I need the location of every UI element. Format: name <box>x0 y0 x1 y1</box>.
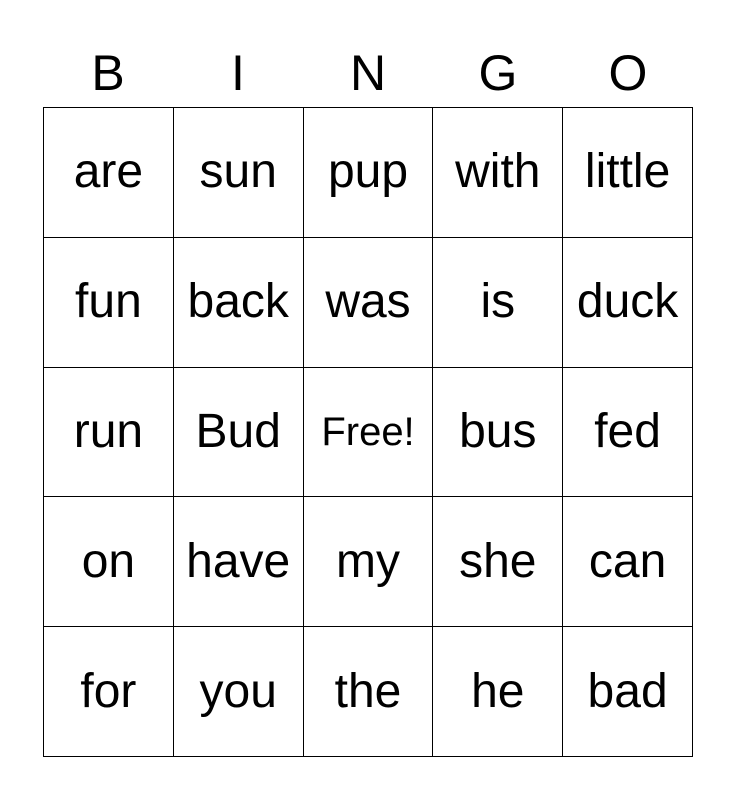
bingo-cell[interactable]: fun <box>44 238 174 368</box>
bingo-cell[interactable]: run <box>44 368 174 498</box>
header-letter-i: I <box>231 45 245 101</box>
bingo-board <box>43 107 693 757</box>
bingo-cell[interactable]: bad <box>563 627 693 757</box>
bingo-cell[interactable]: fed <box>563 368 693 498</box>
bingo-cell[interactable]: can <box>563 497 693 627</box>
bingo-cell[interactable]: sun <box>174 108 304 238</box>
bingo-cell[interactable]: with <box>433 108 563 238</box>
bingo-cell[interactable]: was <box>304 238 434 368</box>
header-letter-g: G <box>478 45 518 101</box>
bingo-cell[interactable]: is <box>433 238 563 368</box>
bingo-cell[interactable]: are <box>44 108 174 238</box>
header-letter-n: N <box>349 45 387 101</box>
bingo-header <box>43 40 693 106</box>
bingo-cell[interactable]: he <box>433 627 563 757</box>
bingo-cell[interactable]: she <box>433 497 563 627</box>
free-space-cell[interactable]: Free! <box>304 368 434 498</box>
bingo-cell[interactable]: little <box>563 108 693 238</box>
bingo-cell[interactable]: Bud <box>174 368 304 498</box>
bingo-cell[interactable]: back <box>174 238 304 368</box>
header-letter-o: O <box>608 45 648 101</box>
bingo-cell[interactable]: pup <box>304 108 434 238</box>
bingo-cell[interactable]: duck <box>563 238 693 368</box>
bingo-cell[interactable]: bus <box>433 368 563 498</box>
bingo-cell[interactable]: the <box>304 627 434 757</box>
bingo-cell[interactable]: for <box>44 627 174 757</box>
header-letter-b: B <box>91 45 125 101</box>
bingo-cell[interactable]: on <box>44 497 174 627</box>
bingo-cell[interactable]: have <box>174 497 304 627</box>
bingo-cell[interactable]: my <box>304 497 434 627</box>
bingo-cell[interactable]: you <box>174 627 304 757</box>
